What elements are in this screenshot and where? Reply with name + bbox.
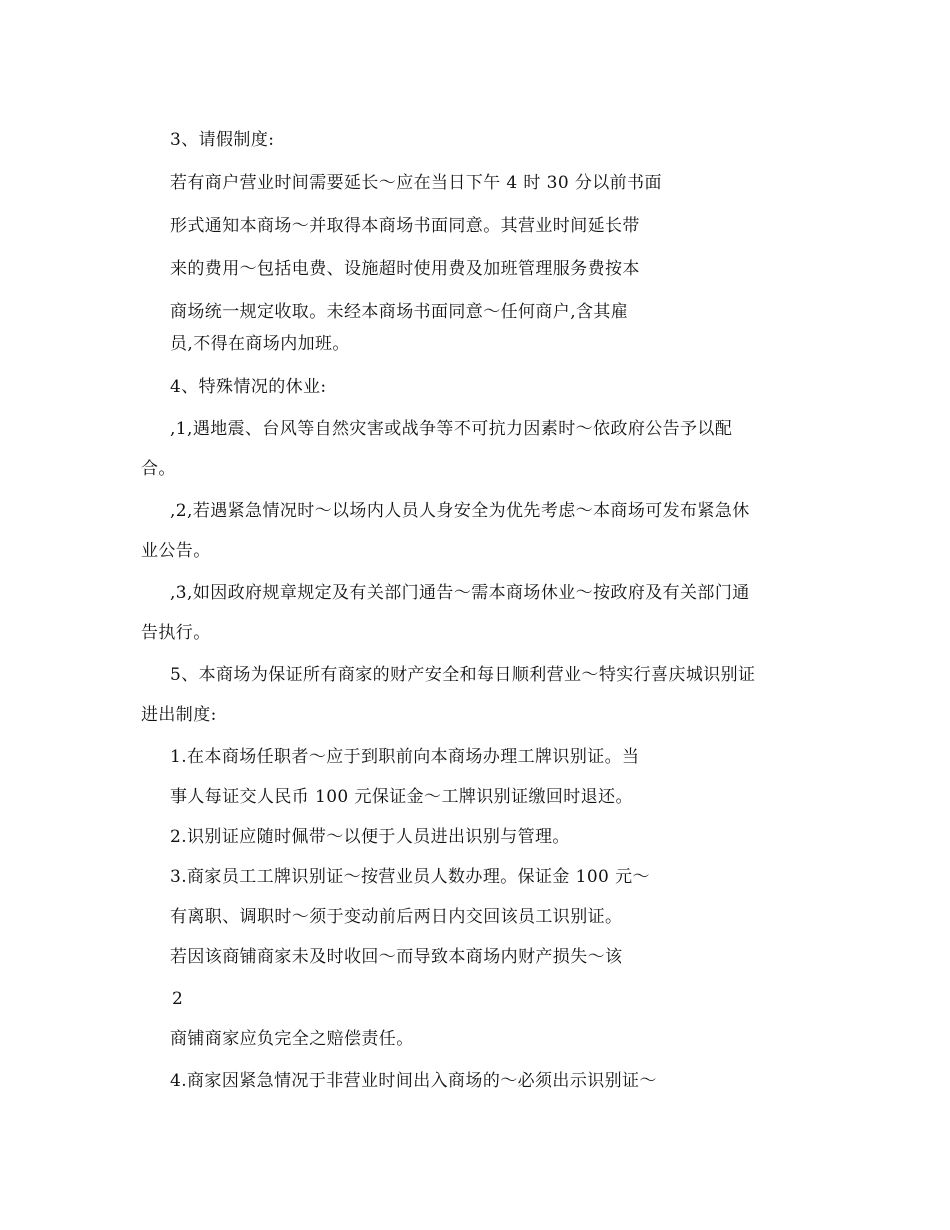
text-line: 事人每证交人民币 100 元保证金～工牌识别证缴回时退还。 <box>170 787 633 807</box>
text-line: ,3,如因政府规章规定及有关部门通告～需本商场休业～按政府及有关部门通 <box>170 583 750 603</box>
text-line: 5、本商场为保证所有商家的财产安全和每日顺利营业～特实行喜庆城识别证 <box>170 665 756 685</box>
text-line: 来的费用～包括电费、设施超时使用费及加班管理服务费按本 <box>170 259 640 279</box>
text-line: 若因该商铺商家未及时收回～而导致本商场内财产损失～该 <box>170 947 623 967</box>
text-line: ,1,遇地震、台风等自然灾害或战争等不可抗力因素时～依政府公告予以配 <box>170 419 733 439</box>
text-line: 员,不得在商场内加班。 <box>170 334 350 354</box>
text-line: 业公告。 <box>141 541 211 561</box>
page-number: 2 <box>172 989 184 1009</box>
text-line: 1.在本商场任职者～应于到职前向本商场办理工牌识别证。当 <box>170 747 640 767</box>
text-line: 商铺商家应负完全之赔偿责任。 <box>170 1029 414 1049</box>
text-line: ,2,若遇紧急情况时～以场内人员人身安全为优先考虑～本商场可发布紧急休 <box>170 501 750 521</box>
text-line: 3.商家员工工牌识别证～按营业员人数办理。保证金 100 元～ <box>170 867 650 887</box>
text-line: 告执行。 <box>141 623 211 643</box>
text-line: 商场统一规定收取。未经本商场书面同意～任何商户,含其雇 <box>170 302 629 322</box>
text-line: 3、请假制度: <box>170 130 275 150</box>
text-line: 4、特殊情况的休业: <box>170 377 327 397</box>
text-line: 2.识别证应随时佩带～以便于人员进出识别与管理。 <box>170 827 570 847</box>
text-line: 进出制度: <box>141 705 217 725</box>
text-line: 4.商家因紧急情况于非营业时间出入商场的～必须出示识别证～ <box>170 1071 657 1091</box>
text-line: 若有商户营业时间需要延长～应在当日下午 4 时 30 分以前书面 <box>170 173 662 193</box>
text-line: 有离职、调职时～须于变动前后两日内交回该员工识别证。 <box>170 907 623 927</box>
text-line: 形式通知本商场～并取得本商场书面同意。其营业时间延长带 <box>170 216 640 236</box>
text-line: 合。 <box>141 459 176 479</box>
